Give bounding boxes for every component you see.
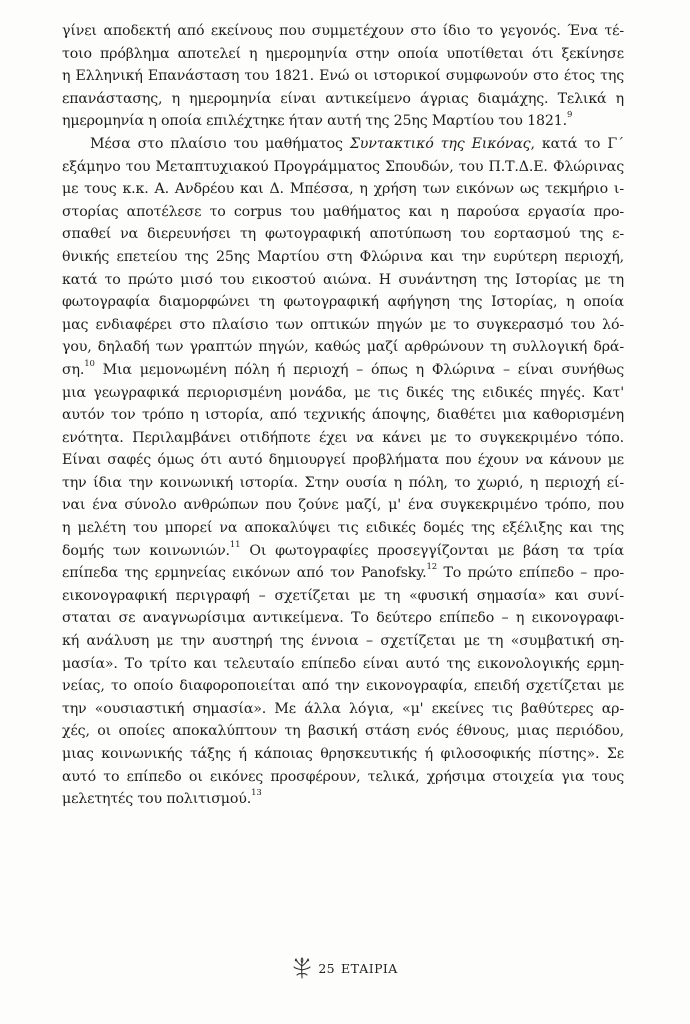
page-number: 25	[318, 960, 336, 976]
text-line: μας ενδιαφέρει στο πλαίσιο των οπτικών πηγών με το συγκερασμό του λό-	[62, 316, 624, 333]
footnote-ref-12: 12	[426, 562, 438, 573]
footnote-ref-13: 13	[251, 788, 262, 799]
text-line: ενότητα. Περιλαμβάνει οτιδήποτε έχει να κάνει με το συγκεκριμένο τόπο.	[62, 429, 624, 446]
text-line: εικονογραφική περιγραφή – σχετίζεται με τη «φυσική σημασία» και συνί-	[62, 587, 624, 604]
text-line: χές, οι οποίες αποκαλύπτουν τη βασική στάση ενός έθνους, μιας περιόδου,	[62, 723, 624, 740]
text-line: μια γεωγραφικά περιορισμένη μονάδα, με τις δικές της ειδικές πηγές. Κατ'	[62, 384, 624, 401]
text-line: η μελέτη του μπορεί να αποκαλύψει τις ειδικές δομές της εξέλιξης και της	[62, 520, 624, 537]
text-line: Μέσα στο πλαίσιο του μαθήματος Συντακτικό της Εικόνας, κατά το Γ΄	[90, 135, 625, 152]
text-line: δομής των κοινωνιών.$^{11}$ Οι φωτογραφίες προσεγγίζονται με βάση τα τρία	[62, 539, 624, 559]
text-line: γίνει αποδεκτή από εκείνους που συμμετέχουν στο ίδιο το γεγονός. Ένα τέ-	[62, 23, 624, 39]
text-line: η Ελληνική Επανάσταση του 1821. Ενώ οι ιστορικοί συμφωνούν στο έτος της	[62, 68, 624, 85]
flower-ornament-icon	[292, 957, 312, 979]
text-line: την «ουσιαστική σημασία». Με άλλα λόγια, «μ' εκείνες τις βαθύτερες αρ-	[62, 700, 624, 717]
text-line: σταται σε αναγνωρίσιμα αντικείμενα. Το δεύτερο επίπεδο – η εικονογραφι-	[62, 610, 624, 627]
text-line: ναι ένα σύνολο ανθρώπων που ζούνε μαζί, μ' ένα συγκεκριμένο τρόπο, που	[62, 497, 624, 514]
text-line: μασία». Το τρίτο και τελευταίο επίπεδο είναι αυτό της εικονολογικής ερμη-	[62, 655, 624, 672]
text-line: σπαθεί να διερευνήσει τη φωτογραφική αποτύπωση του εορτασμού της ε-	[62, 226, 624, 243]
course-title: Συντακτικό της Εικόνας	[349, 135, 531, 152]
text-line: εξάμηνο του Μεταπτυχιακού Προγράμματος Σπουδών, του Π.Τ.Δ.Ε. Φλώρινας	[62, 158, 624, 175]
text-line: την ίδια την κοινωνική ιστορία. Στην ουσία η πόλη, το χωριό, η περιοχή εί-	[62, 474, 624, 491]
text-line: Είναι σαφές όμως ότι αυτό δημιουργεί προβλήματα που έχουν να κάνουν με	[62, 452, 624, 469]
text-line: νείας, το οποίο διαφοροποιείται από την εικονογραφία, επειδή σχετίζεται με	[62, 678, 624, 695]
text-line: στορίας αποτέλεσε το corpus του μαθήματος και η παρούσα εργασία προ-	[62, 203, 624, 220]
footnote-ref-11: 11	[229, 539, 241, 550]
text-line: ημερομηνία η οποία επιλέχτηκε ήταν αυτή της 25ης Μαρτίου του 1821.$^9$	[62, 110, 573, 130]
text-line: θνικής επετείου της 25ης Μαρτίου στη Φλώρινα και την ευρύτερη περιοχή,	[62, 248, 624, 265]
text-line: φωτογραφία διαμορφώνει τη φωτογραφική αφήγηση της Ιστορίας, η οποία	[62, 294, 624, 311]
footnote-ref-9: 9	[567, 110, 573, 121]
paragraph-2	[62, 133, 624, 811]
text-line: κή ανάλυση με την αυστηρή της έννοια – σχετίζεται με τη «συμβατική ση-	[62, 633, 624, 650]
text-line: τοιο πρόβλημα αποτελεί η ημερομηνία στην οποία υποτίθεται ότι ξεκίνησε	[62, 45, 624, 62]
text-line: γου, δηλαδή των γραπτών πηγών, καθώς μαζί αρθρώνουν τη συλλογική δρά-	[62, 339, 624, 356]
page-footer	[0, 957, 690, 983]
text-line: επανάστασης, η ημερομηνία είναι αντικείμενο άγριας διαμάχης. Τελικά η	[62, 90, 624, 107]
text-line: με τους κ.κ. Α. Ανδρέου και Δ. Μπέσσα, η χρήση των εικόνων ως τεκμήριο ι-	[62, 181, 624, 198]
body-text	[62, 20, 624, 811]
text-line: αυτό το επίπεδο οι εικόνες προσφέρουν, τελικά, χρήσιμα στοιχεία για τους	[62, 768, 624, 785]
publication-name: ΕΤΑΙΡΙΑ	[341, 960, 398, 976]
text-line: κατά το πρώτο μισό του εικοστού αιώνα. Η συνάντηση της Ιστορίας με τη	[62, 271, 624, 288]
text-line: μελετητές του πολιτισμού.$^{13}$	[62, 788, 262, 808]
paragraph-1	[62, 20, 624, 133]
text-line: ση.$^{10}$ Μια μεμονωμένη πόλη ή περιοχή – όπως η Φλώρινα – είναι συνήθως	[62, 358, 624, 378]
text-line: μιας κοινωνικής τάξης ή κάποιας θρησκευτικής ή φιλοσοφικής πίστης». Σε	[62, 746, 624, 762]
text-line: αυτόν τον τρόπο η ιστορία, από τεχνικής άποψης, διαθέτει μια καθορισμένη	[62, 407, 624, 424]
footnote-ref-10: 10	[84, 358, 95, 369]
text-line: επίπεδα της ερμηνείας εικόνων από τον Panofsky.$^{12}$ Το πρώτο επίπεδο – προ-	[62, 562, 625, 582]
